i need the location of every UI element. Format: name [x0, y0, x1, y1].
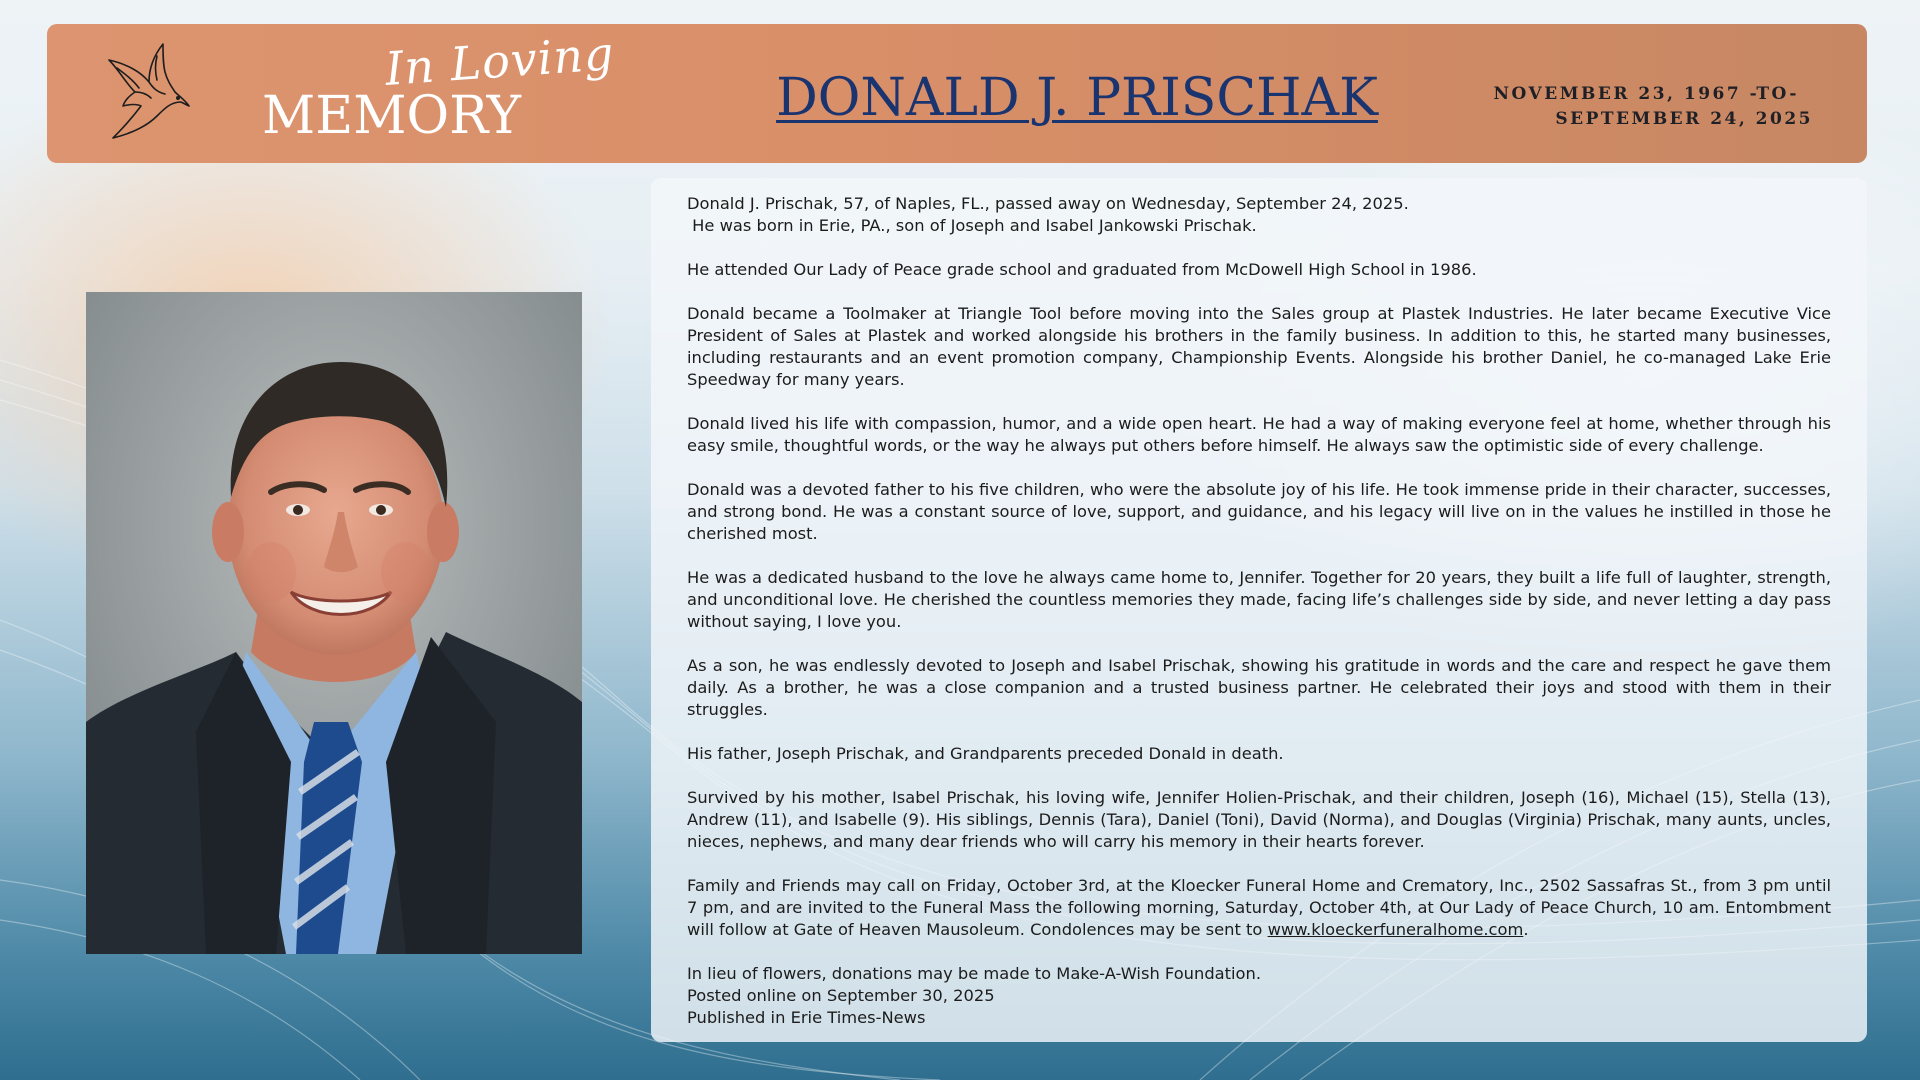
obituary-character: Donald lived his life with compassion, humor, and a wide open heart. He had a way of making everyone feel at home, whether through his easy smile, thoughtful words, or the way he always put others before himself. He always saw the optimistic side of every challenge.	[687, 414, 1831, 455]
birth-date: NOVEMBER 23, 1967 -TO-	[1493, 84, 1799, 104]
obituary-intro-line1: Donald J. Prischak, 57, of Naples, FL., passed away on Wednesday, September 24, 2025.	[687, 194, 1409, 213]
obituary-son-brother: As a son, he was endlessly devoted to Joseph and Isabel Prischak, showing his gratitude in words and the care and respect he gave them daily. As a brother, he was a close companion and a trusted business partner. He celebrated their joys and stood with them in their struggles.	[687, 656, 1831, 719]
posted-online-line: Posted online on September 30, 2025	[687, 986, 995, 1005]
header-banner	[47, 24, 1867, 163]
dove-icon	[105, 42, 191, 142]
obituary-intro-line2: He was born in Erie, PA., son of Joseph and Isabel Jankowski Prischak.	[687, 216, 1257, 235]
obituary-text-panel	[651, 178, 1867, 1042]
death-date: SEPTEMBER 24, 2025	[1555, 109, 1813, 129]
obituary-closing	[687, 963, 1831, 1029]
obituary-career: Donald became a Toolmaker at Triangle Tool before moving into the Sales group at Plastek Industries. He later became Executive Vice President of Sales at Plastek and worked alongside his brothers in the family business. In addition to this, he started many businesses, including restaurants and an event promotion company, Championship Events. Alongside his brother Daniel, he co-managed Lake Erie Speedway for many years.	[687, 304, 1831, 389]
portrait-photo	[86, 292, 582, 954]
obituary-services	[687, 875, 1831, 941]
obituary-survivors: Survived by his mother, Isabel Prischak, his loving wife, Jennifer Holien-Prischak, and their children, Joseph (16), Michael (15), Stella (13), Andrew (11), and Isabelle (9). His siblings, Dennis (Tara), Daniel (Toni), David (Norma), and Douglas (Virginia) Prischak, many aunts, uncles, nieces, nephews, and many dear friends who will carry his memory in their hearts forever.	[687, 788, 1831, 851]
in-loving-script: In Loving	[383, 26, 617, 96]
obituary-husband: He was a dedicated husband to the love he always came home to, Jennifer. Together for 20 years, they built a life full of laughter, strength, and unconditional love. He cherished the countless memories they made, facing life’s challenges side by side, and never letting a day pass without saying, I love you.	[687, 568, 1831, 631]
memory-title: MEMORY	[262, 86, 521, 146]
obituary-father: Donald was a devoted father to his five children, who were the absolute joy of his life. He took immense pride in their character, successes, and strong bond. He was a constant source of love, support, and guidance, and his legacy will live on in the values he instilled in those he cherished most.	[687, 480, 1831, 543]
services-text: Family and Friends may call on Friday, October 3rd, at the Kloecker Funeral Home and Crematory, Inc., 2502 Sassafras St., from 3 pm until 7 pm, and are invited to the Funeral Mass the following morning, Saturday, October 4th, at Our Lady of Peace Church, 10 am. Entombment will follow at Gate of Heaven Mausoleum. Condolences may be sent to	[687, 876, 1831, 939]
deceased-name: DONALD J. PRISCHAK	[776, 68, 1378, 128]
obituary-education: He attended Our Lady of Peace grade school and graduated from McDowell High School in 1986.	[687, 260, 1477, 279]
published-in-line: Published in Erie Times-News	[687, 1008, 926, 1027]
obituary-preceded: His father, Joseph Prischak, and Grandparents preceded Donald in death.	[687, 744, 1284, 763]
donations-line: In lieu of flowers, donations may be made to Make-A-Wish Foundation.	[687, 964, 1261, 983]
funeral-home-link[interactable]: www.kloeckerfuneralhome.com	[1267, 920, 1524, 939]
services-end: .	[1523, 920, 1529, 939]
life-dates	[1494, 82, 1814, 132]
